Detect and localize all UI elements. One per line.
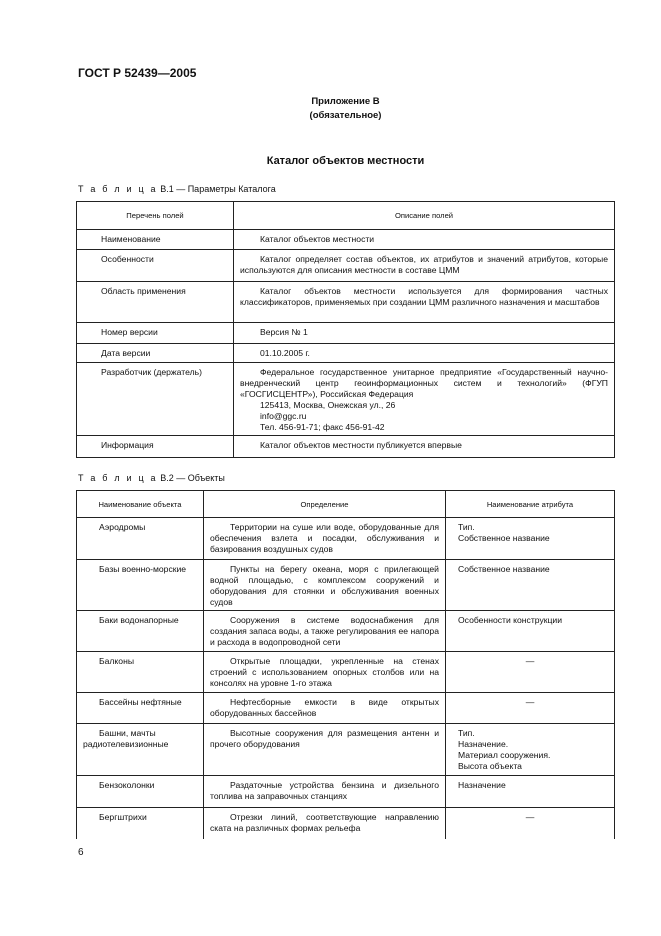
attribute-names: — <box>446 652 615 693</box>
table-row <box>77 436 615 458</box>
attribute-names: — <box>446 693 615 724</box>
object-name: Бергштрихи <box>77 808 204 839</box>
column-header: Наименование атрибута <box>446 491 615 518</box>
field-description <box>234 363 615 436</box>
column-header: Описание полей <box>234 202 615 230</box>
attribute-names: Тип. Назначение. Материал сооружения. Высота объекта <box>446 724 615 776</box>
address: 125413, Москва, Онежская ул., 26 <box>260 400 396 410</box>
catalog-parameters-table <box>76 201 615 458</box>
description-text: 01.10.2005 г. <box>260 348 310 358</box>
field-description <box>234 344 615 363</box>
document-code: ГОСТ Р 52439—2005 <box>78 66 197 80</box>
description-text: Версия № 1 <box>260 327 308 337</box>
table-row <box>77 344 615 363</box>
field-description <box>234 323 615 344</box>
column-header: Наименование объекта <box>77 491 204 518</box>
object-name: Баки водонапорные <box>77 611 204 652</box>
field-description <box>234 282 615 323</box>
page-number: 6 <box>78 847 84 858</box>
object-name: Балконы <box>77 652 204 693</box>
caption-prefix: Т а б л и ц а <box>78 473 158 483</box>
table-row <box>77 693 615 724</box>
field-name: Особенности <box>77 250 234 282</box>
object-name: Базы военно-морские <box>77 560 204 611</box>
annex-title: Приложение В <box>311 96 380 107</box>
caption-prefix: Т а б л и ц а <box>78 184 158 194</box>
field-description <box>234 250 615 282</box>
field-name: Информация <box>77 436 234 458</box>
field-name: Наименование <box>77 230 234 250</box>
object-definition: Пункты на берегу океана, моря с прилегающей водной площадью, с комплексом сооружений и оборудования для стоянки и обслуживания военных судов <box>204 560 446 611</box>
table-row <box>77 724 615 776</box>
table-row <box>77 808 615 839</box>
caption-text: В.2 — Объекты <box>157 473 225 483</box>
table-row <box>77 323 615 344</box>
annex-status: (обязательное) <box>309 110 382 121</box>
attribute-names: Особенности конструкции <box>446 611 615 652</box>
description-text: Каталог объектов местности используется для формирования частных классификаторов, применяемых при создании ЦММ различного назначения и масштабов <box>240 286 608 307</box>
attribute-names: — <box>446 808 615 839</box>
object-name: Бассейны нефтяные <box>77 693 204 724</box>
column-header: Определение <box>204 491 446 518</box>
field-name: Разработчик (держатель) <box>77 363 234 436</box>
object-name: Башни, мачты радиотелевизионные <box>77 724 204 776</box>
field-name: Область применения <box>77 282 234 323</box>
object-definition: Территории на суше или воде, оборудованные для обеспечения взлета и посадки, обслуживания и базирования воздушных судов <box>204 518 446 560</box>
description-text: Федеральное государственное унитарное предприятие «Государственный научно-внедренческий центр геоинформационных систем и технологий» (ФГУП «ГОСГИСЦЕНТР»), Российская Федерация <box>240 367 608 399</box>
table-row <box>77 230 615 250</box>
attribute-names: Собственное название <box>446 560 615 611</box>
object-definition: Раздаточные устройства бензина и дизельного топлива на заправочных станциях <box>204 776 446 808</box>
table-row <box>77 560 615 611</box>
table-row <box>77 518 615 560</box>
description-text: Каталог объектов местности публикуется впервые <box>260 440 462 450</box>
description-text: Каталог определяет состав объектов, их атрибутов и значений атрибутов, которые используются для описания местности в составе ЦММ <box>240 254 608 275</box>
table-row <box>77 652 615 693</box>
objects-table <box>76 490 615 839</box>
object-definition: Сооружения в системе водоснабжения для создания запаса воды, а также регулирования ее напора и расхода в водопроводной сети <box>204 611 446 652</box>
object-definition: Нефтесборные емкости в виде открытых оборудованных бассейнов <box>204 693 446 724</box>
object-name: Аэродромы <box>77 518 204 560</box>
object-definition: Высотные сооружения для размещения антенн и прочего оборудования <box>204 724 446 776</box>
table-row <box>77 611 615 652</box>
description-text: Каталог объектов местности <box>260 234 375 244</box>
table-row <box>77 282 615 323</box>
email: info@ggc.ru <box>260 411 307 421</box>
table-row <box>77 776 615 808</box>
attribute-names: Назначение <box>446 776 615 808</box>
field-description <box>234 230 615 250</box>
phone: Тел. 456-91-71; факс 456-91-42 <box>260 422 385 432</box>
object-definition: Открытые площадки, укрепленные на стенах строений с использованием опорных столбов или на консолях на уровне 1-го этажа <box>204 652 446 693</box>
catalog-title: Каталог объектов местности <box>266 155 425 167</box>
table2-caption <box>78 473 225 483</box>
field-name: Дата версии <box>77 344 234 363</box>
field-description <box>234 436 615 458</box>
caption-text: В.1 — Параметры Каталога <box>157 184 276 194</box>
table-row <box>77 363 615 436</box>
table1-caption <box>78 184 276 194</box>
attribute-names: Тип. Собственное название <box>446 518 615 560</box>
object-definition: Отрезки линий, соответствующие направлению ската на различных формах рельефа <box>204 808 446 839</box>
object-name: Бензоколонки <box>77 776 204 808</box>
annex-heading <box>15 95 661 123</box>
field-name: Номер версии <box>77 323 234 344</box>
column-header: Перечень полей <box>77 202 234 230</box>
table-row <box>77 250 615 282</box>
